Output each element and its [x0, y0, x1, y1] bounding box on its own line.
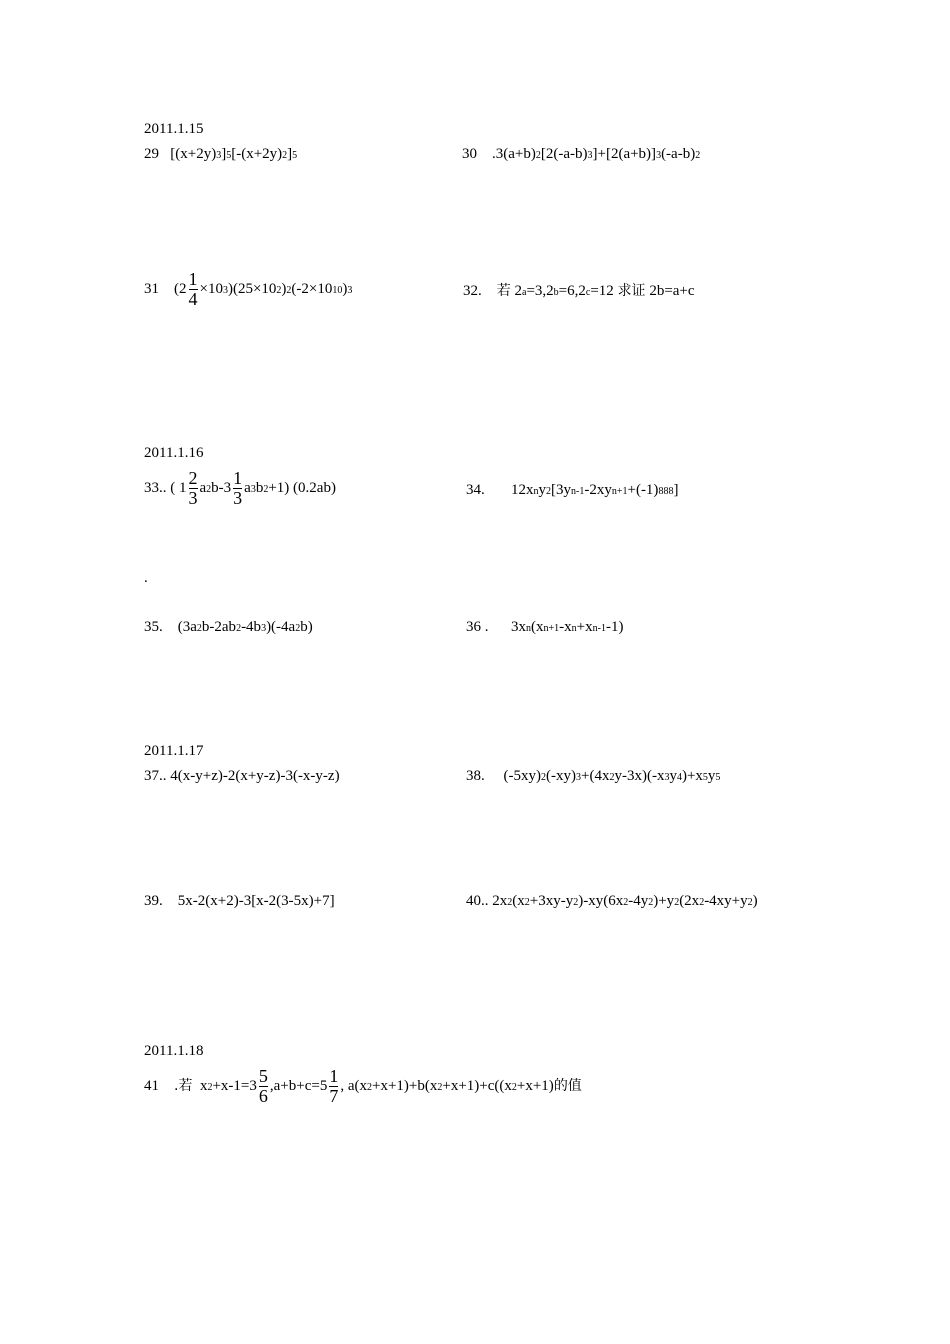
expr-part: (2: [174, 281, 187, 297]
expr-part: 12x: [511, 482, 534, 498]
expr-sub: 5: [715, 772, 721, 783]
problem-number: 30: [462, 146, 477, 162]
expr-sub: 2: [524, 897, 530, 908]
expr-sub: c: [585, 287, 591, 298]
expr-part: -4b: [241, 619, 262, 635]
expr-sub: 2: [263, 484, 269, 495]
expr-part: ]: [673, 482, 679, 498]
expr-part: )(-4a: [266, 619, 296, 635]
fraction-numerator: 5: [258, 1066, 268, 1087]
expr-sub: n+1: [611, 486, 628, 497]
expr-sub: 2: [207, 1082, 213, 1093]
expr-part: [-(x+2y): [231, 146, 283, 162]
problem-number: 35.: [144, 619, 163, 635]
expr-part: -x: [559, 619, 572, 635]
expr-part: +(4x: [581, 768, 610, 784]
expr-part: a: [199, 480, 207, 496]
expr-part: (-a-b): [661, 146, 696, 162]
expr-part: y: [669, 768, 677, 784]
problem-number: 36 .: [466, 619, 489, 635]
expr-part: ): [752, 893, 758, 909]
expr-part: +(-1): [627, 482, 659, 498]
date-heading-4: 2011.1.18: [144, 1043, 204, 1059]
problem-number: 31: [144, 281, 159, 297]
expr-part: -2xy: [584, 482, 612, 498]
expr-part: ( 1: [170, 480, 187, 496]
expr-part: (-5xy): [503, 768, 541, 784]
expr-sub: 3: [656, 150, 662, 161]
expr-part: y: [707, 768, 716, 784]
problem-41: [144, 1063, 582, 1111]
expr-sub: 2: [623, 897, 629, 908]
expr-sub: 2: [648, 897, 654, 908]
expr-part: =12: [590, 283, 614, 299]
expr-part: )+y: [653, 893, 675, 909]
expr-sub: 2: [437, 1082, 443, 1093]
expr-sub: 2: [699, 897, 705, 908]
fraction: [189, 469, 198, 508]
expr-sub: 2: [674, 897, 680, 908]
expr-sub: 2: [747, 897, 753, 908]
expr-sub: 5: [226, 150, 232, 161]
problem-36: [466, 618, 623, 638]
expr-sub: 2: [609, 772, 615, 783]
expr-part: -4xy+y: [704, 893, 748, 909]
expr-part: , a(x: [340, 1078, 367, 1094]
expr-part: ×10: [199, 281, 223, 297]
expr-part: 5x-2(x+2)-3[x-2(3-5x)+7]: [177, 893, 335, 909]
expr-part: b: [255, 480, 264, 496]
problem-32: [463, 282, 695, 302]
expr-sub: 2: [535, 150, 541, 161]
expr-sub: 2: [511, 1082, 517, 1093]
cjk-text: 求证: [617, 283, 646, 299]
problem-number: 41: [144, 1078, 159, 1094]
expr-sub: n: [533, 486, 539, 497]
expr-part: =3,2: [526, 283, 554, 299]
expr-sub: 3: [664, 772, 670, 783]
expr-part: =6,2: [558, 283, 586, 299]
expr-sub: n+1: [543, 623, 560, 634]
expr-part: 2b=a+c: [649, 283, 695, 299]
date-heading-3: 2011.1.17: [144, 743, 204, 759]
stray-dot: .: [144, 570, 148, 586]
expr-part: ): [342, 281, 348, 297]
expr-sub: n-1: [592, 623, 606, 634]
problem-number: 29: [144, 146, 159, 162]
date-heading-1: 2011.1.15: [144, 121, 204, 137]
fraction: [233, 469, 242, 508]
problem-number: 37..: [144, 768, 167, 784]
problem-number: 40..: [466, 893, 489, 909]
fraction-numerator: 1: [188, 269, 198, 290]
fraction: [189, 270, 198, 309]
expr-sub: 2: [236, 623, 242, 634]
expr-sub: n-1: [571, 486, 585, 497]
fraction-denominator: 4: [188, 289, 198, 310]
expr-part: (2x: [679, 893, 700, 909]
expr-sub: 2: [286, 285, 292, 296]
fraction-numerator: 2: [188, 468, 198, 489]
expr-part: )-xy(6x: [578, 893, 624, 909]
fraction-denominator: 3: [188, 488, 198, 509]
expr-part: +x+1)+c((x: [442, 1078, 512, 1094]
expr-part: ,a+b+c=5: [269, 1078, 328, 1094]
expr-part: (-2×10: [291, 281, 333, 297]
expr-sub: 2: [541, 772, 546, 783]
expr-part: [3y: [551, 482, 571, 498]
expr-sub: 2: [695, 150, 701, 161]
expr-sub: 2: [573, 897, 579, 908]
cjk-text: 若: [496, 283, 511, 299]
fraction: [329, 1067, 338, 1106]
problem-39: [144, 892, 335, 910]
expr-part: [2(-a-b): [540, 146, 588, 162]
expr-sub: 2: [196, 623, 202, 634]
expr-part: +x+1)+b(x: [371, 1078, 438, 1094]
expr-sub: 5: [702, 772, 708, 783]
expr-sub: 2: [366, 1082, 372, 1093]
expr-sub: 2: [276, 285, 282, 296]
expr-sub: 2: [206, 484, 212, 495]
expr-sub: 3: [347, 285, 353, 296]
expr-sub: 2: [507, 897, 513, 908]
expr-part: [(x+2y): [170, 146, 217, 162]
problem-number: 33..: [144, 480, 167, 496]
expr-part: ): [281, 281, 287, 297]
expr-part: +x+1): [516, 1078, 554, 1094]
expr-sub: 3: [576, 772, 581, 783]
expr-part: .3(a+b): [492, 146, 536, 162]
problem-40: [466, 892, 758, 912]
fraction-numerator: 1: [233, 468, 243, 489]
expr-part: y-3x)(-x: [614, 768, 665, 784]
expr-sub: n: [571, 623, 577, 634]
expr-part: (-xy): [546, 768, 576, 784]
expr-part: ]: [287, 146, 293, 162]
expr-sub: 10: [332, 285, 343, 296]
expr-sub: n: [526, 623, 531, 634]
problem-38: [466, 767, 720, 787]
expr-part: (3a: [177, 619, 197, 635]
expr-part: a: [244, 480, 251, 496]
problem-29: [144, 145, 297, 165]
expr-part: ]: [221, 146, 227, 162]
expr-part: b): [300, 619, 313, 635]
expr-part: +x-1=3: [212, 1078, 257, 1094]
expr-sub: 3: [250, 484, 256, 495]
expr-part: ]+[2(a+b)]: [592, 146, 657, 162]
expr-part: x: [199, 1078, 208, 1094]
expr-part: y: [538, 482, 546, 498]
expr-sub: 3: [587, 150, 593, 161]
expr-part: -4y: [628, 893, 649, 909]
expr-sub: 4: [676, 772, 682, 783]
problem-34: [466, 481, 678, 501]
fraction-numerator: 1: [329, 1066, 339, 1087]
fraction-denominator: 6: [258, 1086, 268, 1107]
expr-part: -1): [605, 619, 624, 635]
problem-37: [144, 767, 340, 785]
expr-part: b-2ab: [201, 619, 237, 635]
fraction: [259, 1067, 268, 1106]
expr-part: b-3: [211, 480, 232, 496]
expr-sub: b: [553, 287, 559, 298]
cjk-text: .若: [174, 1078, 193, 1094]
problem-number: 38.: [466, 768, 485, 784]
expr-sub: 3: [222, 285, 228, 296]
date-heading-2: 2011.1.16: [144, 445, 204, 461]
problem-33: [144, 465, 336, 513]
fraction-denominator: 7: [329, 1086, 339, 1107]
expr-part: +3xy-y: [529, 893, 574, 909]
expr-sub: 2: [546, 486, 551, 497]
fraction-denominator: 3: [233, 488, 243, 509]
expr-part: (x: [512, 893, 525, 909]
problem-35: [144, 618, 313, 638]
problem-number: 39.: [144, 893, 163, 909]
expr-part: 2: [514, 283, 522, 299]
expr-sub: a: [522, 287, 527, 298]
expr-sub: 5: [292, 150, 298, 161]
expr-part: 3x: [511, 619, 526, 635]
problem-number: 32.: [463, 283, 482, 299]
expr-part: )+x: [681, 768, 703, 784]
expr-part: 2x: [492, 893, 508, 909]
problem-30: [462, 145, 700, 165]
expr-part: +x: [576, 619, 593, 635]
problem-31: [144, 266, 352, 314]
expr-part: 4(x-y+z)-2(x+y-z)-3(-x-y-z): [170, 768, 340, 784]
expr-part: +1) (0.2ab): [268, 480, 336, 496]
expr-sub: 2: [295, 623, 301, 634]
expr-part: )(25×10: [227, 281, 277, 297]
expr-sub: 2: [282, 150, 288, 161]
expr-sub: 3: [216, 150, 222, 161]
cjk-text: 的值: [553, 1078, 582, 1094]
expr-sub: 3: [261, 623, 267, 634]
problem-number: 34.: [466, 482, 485, 498]
expr-part: (x: [531, 619, 544, 635]
expr-sub: 888: [658, 486, 674, 497]
